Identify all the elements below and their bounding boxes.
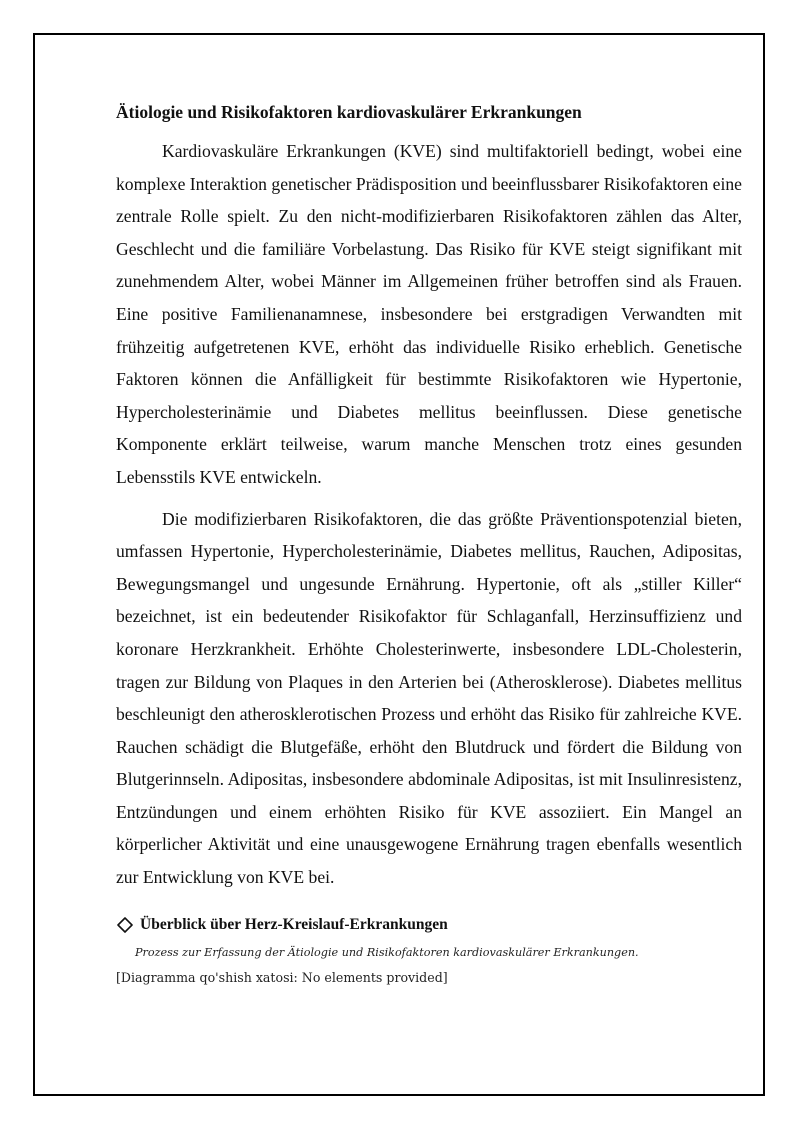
diagram-error-message: [Diagramma qo'shish xatosi: No elements provided] [116, 969, 448, 985]
document-body [116, 98, 742, 987]
diamond-icon [116, 916, 134, 934]
diagram-section-header [116, 914, 742, 936]
diagram-caption: Prozess zur Erfassung der Ätiologie und Risikofaktoren kardiovaskulärer Erkrankungen. [135, 945, 639, 959]
paragraph-1: Kardiovaskuläre Erkrankungen (KVE) sind multifaktoriell bedingt, wobei eine komplexe Interaktion genetischer Prädisposition und beeinflussbarer Risikofaktoren eine zentrale Rolle spielt. Zu den nicht-modifizierbaren Risikofaktoren zählen das Alter, Geschlecht und die familiäre Vorbelastung. Das Risiko für KVE steigt signifikant mit zunehmendem Alter, wobei Männer im Allgemeinen früher betroffen sind als Frauen. Eine positive Familienanamnese, insbesondere bei erstgradigen Verwandten mit frühzeitig aufgetretenen KVE, erhöht das individuelle Risiko erheblich. Genetische Faktoren können die Anfälligkeit für bestimmte Risikofaktoren wie Hypertonie, Hypercholesterinämie und Diabetes mellitus beeinflussen. Diese genetische Komponente erklärt teilweise, warum manche Menschen trotz eines gesunden Lebensstils KVE entwickeln. [116, 141, 742, 487]
paragraph-2: Die modifizierbaren Risikofaktoren, die das größte Präventionspotenzial bieten, umfassen Hypertonie, Hypercholesterinämie, Diabetes mellitus, Rauchen, Adipositas, Bewegungsmangel und ungesunde Ernährung. Hypertonie, oft als „stiller Killer“ bezeichnet, ist ein bedeutender Risikofaktor für Schlaganfall, Herzinsuffizienz und koronare Herzkrankheit. Erhöhte Cholesterinwerte, insbesondere LDL-Cholesterin, tragen zur Bildung von Plaques in den Arterien bei (Atherosklerose). Diabetes mellitus beschleunigt den atherosklerotischen Prozess und erhöht das Risiko für zahlreiche KVE. Rauchen schädigt die Blutgefäße, erhöht den Blutdruck und fördert die Bildung von Blutgerinnseln. Adipositas, insbesondere abdominale Adipositas, ist mit Insulinresistenz, Entzündungen und einem erhöhten Risiko für KVE assoziiert. Ein Mangel an körperlicher Aktivität und eine unausgewogene Ernährung tragen ebenfalls wesentlich zur Entwicklung von KVE bei. [116, 508, 742, 888]
diagram-section-title: Überblick über Herz-Kreislauf-Erkrankungen [140, 915, 448, 933]
section-heading: Ätiologie und Risikofaktoren kardiovaskulärer Erkrankungen [116, 102, 582, 122]
